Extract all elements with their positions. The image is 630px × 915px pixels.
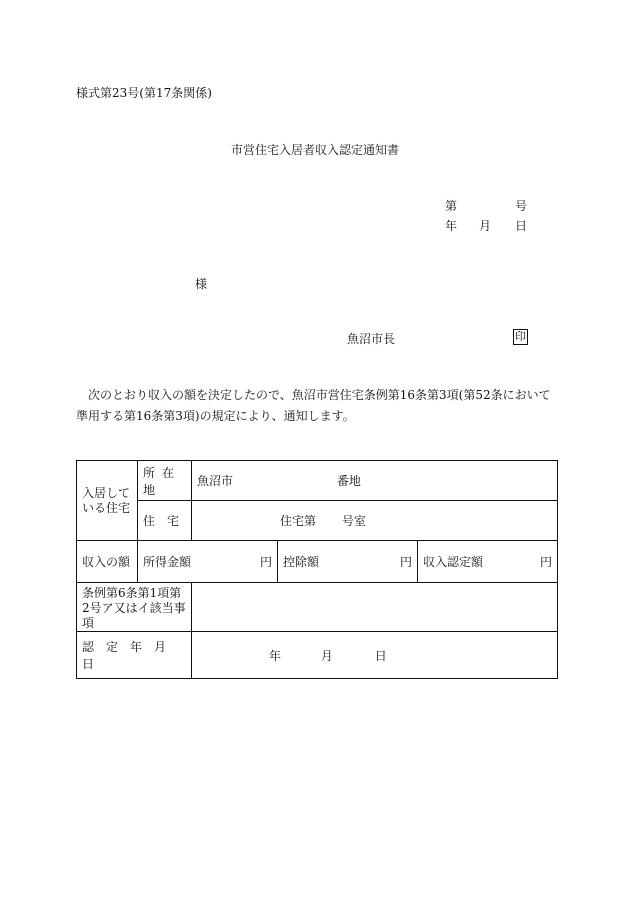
addressee-suffix: 様: [195, 277, 208, 291]
ordinance-label-cell: [77, 583, 192, 632]
number-prefix: 第: [445, 199, 458, 213]
issuer-name: 魚沼市長: [347, 332, 396, 346]
deduction-label: 控除額: [283, 555, 320, 569]
date-month: 月: [479, 219, 492, 233]
date-day: 日: [515, 219, 528, 233]
cert-date-label: 認 定 年 月 日: [82, 640, 179, 671]
income-table: [76, 460, 558, 679]
cert-date-label-cell: [77, 632, 192, 679]
seal-mark: [513, 329, 528, 345]
location-label: 所在地: [143, 465, 182, 497]
cert-year: 年: [269, 648, 282, 663]
house-number-prefix: 住宅第: [280, 514, 317, 528]
location-city: 魚沼市: [197, 474, 234, 488]
body-text: 次のとおり収入の額を決定したので、魚沼市営住宅条例第16条第3項(第52条において準用する第16条第3項)の規定により、通知します。: [76, 388, 551, 423]
recognized-income-cell: [418, 541, 558, 583]
house-label: 住 宅: [143, 514, 180, 528]
location-label-cell: [138, 461, 192, 501]
seal-text: 印: [515, 330, 526, 343]
gross-income-yen: 円: [259, 555, 272, 569]
location-suffix: 番地: [336, 474, 361, 488]
date-year: 年: [445, 219, 458, 233]
ordinance-label: 条例第6条第1項第2号ア又はイ該当事項: [82, 586, 186, 630]
cert-day: 日: [374, 648, 387, 663]
ordinance-value-cell: [192, 583, 558, 632]
residence-label: 入居している住宅: [82, 485, 131, 515]
house-value-cell: [192, 501, 558, 541]
recognized-income-label: 収入認定額: [423, 555, 484, 569]
residence-label-cell: [77, 461, 138, 541]
cert-date-value-cell: [192, 632, 558, 679]
house-label-cell: [138, 501, 192, 541]
gross-income-label: 所得金額: [143, 555, 192, 569]
gross-income-cell: [138, 541, 278, 583]
house-room-suffix: 号室: [341, 514, 366, 528]
location-value-cell: [192, 461, 558, 501]
form-number: 様式第23号(第17条関係): [76, 86, 212, 100]
income-label: 収入の額: [82, 555, 131, 569]
cert-month: 月: [320, 648, 333, 663]
deduction-cell: [278, 541, 418, 583]
income-label-cell: [77, 541, 138, 583]
deduction-yen: 円: [399, 555, 412, 569]
document-title: 市営住宅入居者収入認定通知書: [230, 143, 399, 157]
number-suffix: 号: [515, 199, 528, 213]
recognized-income-yen: 円: [540, 555, 553, 569]
